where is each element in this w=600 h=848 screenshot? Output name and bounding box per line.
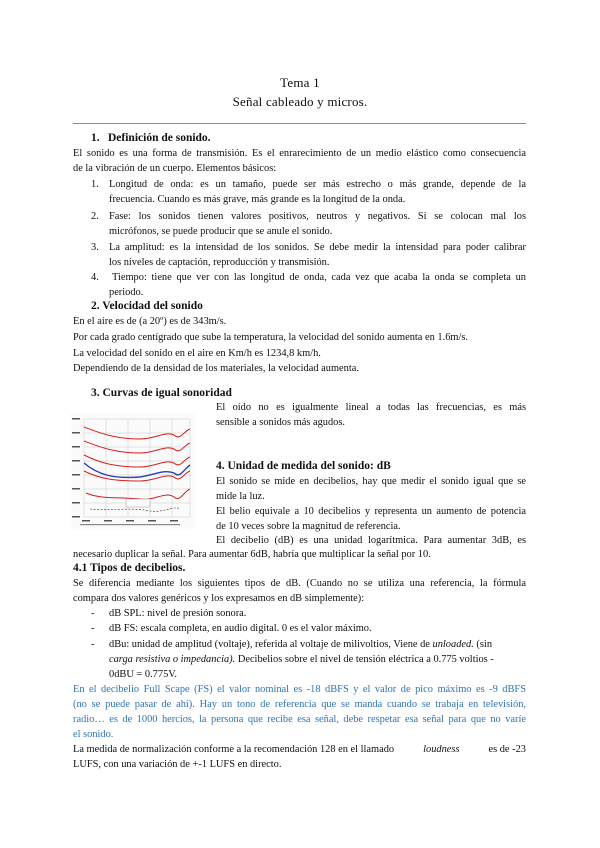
section-2-line: La velocidad del sonido en el aire en Km/h es 1234,8 km/h. [73,348,321,359]
list-item-number: 1. [91,179,99,190]
bullet-text-dbu: dBu: unidad de amplitud (voltaje), referida al voltaje de milivoltios, Viene de unloaded. (sin [109,639,493,650]
list-item-text: Longitud de onda: es un tamaño, puede ser más estrecho o más grande, depende de la [109,179,526,190]
section-3-heading: 3. Curvas de igual sonoridad [91,387,232,399]
list-item-text: Fase: los sonidos tienen valores positivos, neutros y negativos. Si se colocan mal los [109,211,526,222]
section-4-line: El belio equivale a 10 decibelios y representa un aumento de potencia [216,506,526,517]
list-item-text: periodo. [109,287,144,298]
section-1-intro-line-1: El sonido es una forma de transmisión. Es el enrarecimiento de un medio elástico como consecuencia [73,148,526,159]
blue-note-line: En el decibelio Full Scape (FS) el valor nominal es -18 dBFS y el valor de pico máximo es -9 dBFS [73,684,526,695]
loudness-line-1: La medida de normalización conforme a la recomendación 128 en el llamado loudness es de -23 [73,744,526,755]
threshold-label-box [126,499,150,507]
list-item-number: 4. [91,272,99,283]
section-1-intro-line-2: de la vibración de un cuerpo. Elementos básicos: [73,163,277,174]
bullet-dash: - [91,623,95,634]
list-item-text: frecuencia. Cuando es más grave, más grande es la longitud de la onda. [109,194,406,205]
figure-background [70,413,196,529]
blue-note-line: el sonido. [73,729,114,740]
section-4-1-intro-line-2: compara dos valores genéricos y los expresamos en dB simplemente): [73,593,365,604]
loudness-line-2: LUFS, con una variación de +-1 LUFS en directo. [73,759,282,770]
equal-loudness-figure [70,413,196,529]
section-2-line: Por cada grado centígrado que sube la temperatura, la velocidad del sonido aumenta en 1.6m/s. [73,332,468,343]
blue-note-line: radio… es de 1000 hercios, la persona que recibe esa señal, debe respetar esa señal para que no varíe [73,714,526,725]
list-item-number: 2. [91,211,99,222]
list-item-text: Tiempo: tiene que ver con las longitud de onda, cada vez que acaba la onda se completa un [112,272,526,283]
section-4-line: El decibelio (dB) es una unidad logarítmica. Para aumentar 3dB, es [216,535,526,546]
section-3-line-1: El oído no es igualmente lineal a todas las frecuencias, es más [216,402,526,413]
bullet-text: dB SPL: nivel de presión sonora. [109,608,247,619]
section-2-line: Dependiendo de la densidad de los materiales, la velocidad aumenta. [73,363,359,374]
section-4-1-heading: 4.1 Tipos de decibelios. [73,562,186,574]
bullet-text-dbu-cont: carga resistiva o impedancia). Decibelios sobre el nivel de tensión eléctrica a 0.775 voltios - [109,654,494,665]
section-1-heading: Definición de sonido. [108,132,211,144]
section-4-line: El sonido se mide en decibelios, hay que medir el sonido igual que se [216,476,526,487]
list-item-text: La amplitud: es la intensidad de los sonidos. Se debe medir la intensidad para poder calibrar [109,242,526,253]
list-item-number: 3. [91,242,99,253]
list-item-text: micrófonos, se puede producir que se anule el sonido. [109,226,333,237]
blue-note-line: (no se puede pasar de ahí). Hay un tono de referencia que se manda cuando se trabaja en televisión, [73,699,526,710]
section-2-line: En el aire es de (a 20º) es de 343m/s. [73,316,227,327]
section-4-1-intro-line-1: Se diferencia mediante los siguientes tipos de dB. (Cuando no se utiliza una referencia, la fórmula [73,578,526,589]
section-4-line: de 10 veces sobre la magnitud de referencia. [216,521,401,532]
section-1-number: 1. [91,132,100,144]
bullet-text-dbu-end: 0dBU = 0.775V. [109,669,178,680]
list-item-text: los niveles de captación, reproducción y transmisión. [109,257,330,268]
section-4-line: mide la luz. [216,491,265,502]
section-2-heading: 2. Velocidad del sonido [91,300,203,312]
bullet-text: dB FS: escala completa, en audio digital. 0 es el valor máximo. [109,623,372,634]
document-title: Tema 1 [280,75,320,90]
document-subtitle: Señal cableado y micros. [232,94,368,109]
section-3-line-2: sensible a sonidos más agudos. [216,417,346,428]
section-4-wide-line: necesario duplicar la señal. Para aumentar 6dB, habría que multiplicar la señal por 10. [73,549,431,560]
bullet-dash: - [91,608,95,619]
title-divider [73,123,526,124]
bullet-dash: - [91,639,95,650]
section-4-heading: 4. Unidad de medida del sonido: dB [216,460,391,472]
